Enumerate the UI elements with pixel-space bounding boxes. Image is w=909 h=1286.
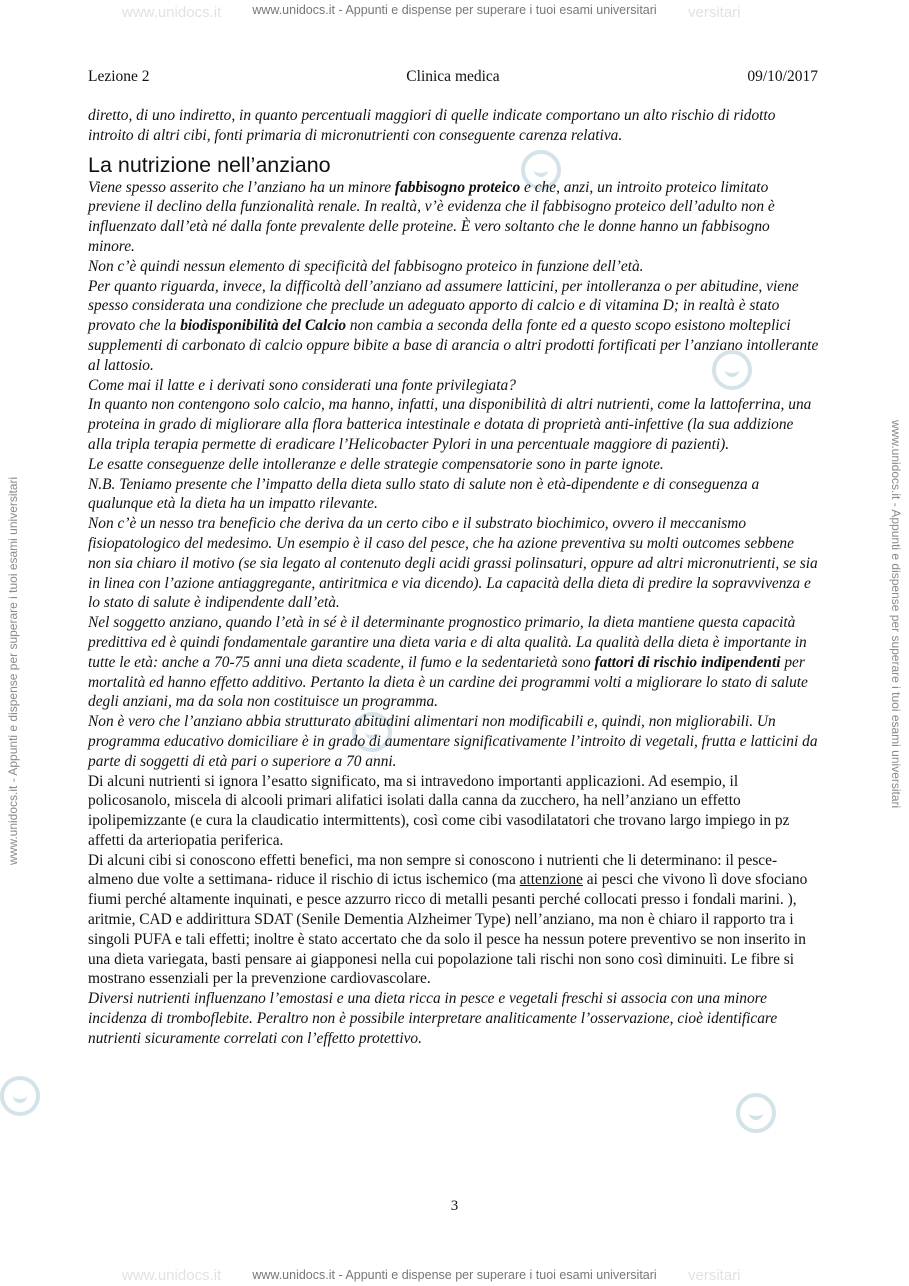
paragraph-protein-age: Non c’è quindi nessun elemento di specificità del fabbisogno proteico in funzione dell’età.	[88, 257, 644, 275]
watermark-faint-top-left: www.unidocs.it	[122, 4, 222, 21]
document-body	[88, 106, 820, 1049]
bold-term: biodisponibilità del Calcio	[180, 317, 347, 335]
paragraph-fish-nexus: Non c’è un nesso tra beneficio che deriva da un certo cibo e il substrato biochimico, ovvero il meccanismo fisiopatologico del medesimo. Un esempio è il caso del pesce, che ha azione preventiva su molti outcomes sebbene non sia chiaro il motivo (se sia legato al contenuto degli acidi grassi polinsaturi, oppure ad altri micronutrienti, se sia in linea con l’azione antiaggregante, antiritmica e via dicendo). La capacità della dieta di predire la sopravvivenza e lo stato di salute è indipendente dall’età.	[88, 515, 818, 612]
header-course: Clinica medica	[406, 68, 500, 85]
unidocs-logo-icon	[0, 1076, 40, 1116]
underlined-term: attenzione	[519, 871, 583, 889]
paragraph-protein: Viene spesso asserito che l’anziano ha un minore fabbisogno proteico e che, anzi, un introito proteico limitato previene il declino della funzionalità renale. In realtà, v’è evidenza che il fabbisogno proteico dell’adulto non è influenzato dall’età né dalla fonte prevalente delle proteine. È vero soltanto che le donne hanno un fabbisogno minore.	[88, 178, 775, 255]
watermark-banner-top: www.unidocs.it - Appunti e dispense per superare i tuoi esami universitari	[252, 3, 657, 17]
paragraph-hemostasis: Diversi nutrienti influenzano l’emostasi e una dieta ricca in pesce e vegetali freschi si associa con una minore incidenza di tromboflebite. Peraltro non è possibile interpretare analiticamente l’osservazione, cioè identificare nutrienti sicuramente correlati con l’effetto protettivo.	[88, 990, 778, 1047]
watermark-banner-bottom: www.unidocs.it - Appunti e dispense per superare i tuoi esami universitari	[252, 1268, 657, 1282]
header-lesson: Lezione 2	[88, 68, 150, 85]
paragraph-fish-benefits: Di alcuni cibi si conoscono effetti benefici, ma non sempre si conoscono i nutrienti che li determinano: il pesce- almeno due volte a settimana- riduce il rischio di ictus ischemico (ma attenzione ai pesci che vivono lì dove sfociano fiumi perché altamente inquinati, e pesce azzurro ricco di metalli pesanti perché collocati presso i fondali marini. ), aritmie, CAD e addirittura SDAT (Senile Dementia Alzheimer Type) nell’anziano, ma non è chiaro il rapporto tra i singoli PUFA e tali effetti; inoltre è stato accertato che da solo il pesce ha nessun potere preventivo se non inserito in una dieta variegata, basti pensare ai giapponesi nella cui popolazione tali rischi non sono così diminuiti. Le fibre si mostrano essenziali per la prevenzione cardiovascolare.	[88, 851, 808, 988]
watermark-faint-top-right: versitari	[688, 4, 741, 21]
watermark-faint-bottom-right: versitari	[688, 1267, 741, 1284]
paragraph-lactoferrin: In quanto non contengono solo calcio, ma hanno, infatti, una disponibilità di altri nutrienti, come la lattoferrina, una proteina in grado di migliorare alla flora batterica intestinale e dotata di proprietà anti-infettive (la sua addizione alla tripla terapia permette di eradicare l’Helicobacter Pylori in una percentuale maggiore di pazienti).	[88, 396, 812, 453]
paragraph-nb: N.B. Teniamo presente che l’impatto della dieta sullo stato di salute non è età-dipendente e di conseguenza a qualunque età la dieta ha un impatto rilevante.	[88, 475, 760, 513]
unidocs-logo-icon	[736, 1093, 776, 1133]
intro-paragraph: diretto, di uno indiretto, in quanto percentuali maggiori di quelle indicate comportano un alto rischio di ridotto introito di altri cibi, fonti primaria di micronutrienti con conseguente carenza relativa.	[88, 107, 776, 144]
header-date: 09/10/2017	[747, 68, 818, 85]
page-number: 3	[450, 1198, 459, 1214]
paragraph-question: Come mai il latte e i derivati sono considerati una fonte privilegiata?	[88, 376, 516, 394]
paragraph-policosanol: Di alcuni nutrienti si ignora l’esatto significato, ma si intravedono importanti applicazioni. Ad esempio, il policosanolo, miscela di alcooli primari alifatici isolati dalla canna da zucchero, ha nell’anziano un effetto ipolipemizzante (e cura la claudicatio intermittents), così come cibi vasodilatatori che trovano largo impiego in pz affetti da arteriopatia periferica.	[88, 772, 790, 849]
paragraph-habits: Non è vero che l’anziano abbia strutturato abitudini alimentari non modificabili e, quindi, non migliorabili. Un programma educativo domiciliare è in grado di aumentare significativamente l’introito di vegetali, frutta e latticini da parte di soggetti di età pari o superiore a 70 anni.	[88, 713, 818, 770]
watermark-faint-bottom-left: www.unidocs.it	[122, 1267, 222, 1284]
paragraph-intolerance: Le esatte conseguenze delle intolleranze e delle strategie compensatorie sono in parte ignote.	[88, 455, 664, 473]
paragraph-elderly-diet: Nel soggetto anziano, quando l’età in sé è il determinante prognostico primario, la dieta mantiene questa capacità predittiva ed è quindi fondamentale garantire una dieta varia e di alta qualità. La qualità della dieta è importante in tutte le età: anche a 70-75 anni una dieta scadente, il fumo e la sedentarietà sono fattori di rischio indipendenti per mortalità ed hanno effetto additivo. Pertanto la dieta è un cardine dei programmi volti a migliorare lo stato di salute degli anziani, ma da sola non costituisce un programma.	[88, 614, 808, 711]
watermark-side-right: www.unidocs.it - Appunti e dispense per superare i tuoi esami universitari	[889, 420, 903, 809]
watermark-side-left: www.unidocs.it - Appunti e dispense per superare i tuoi esami universitari	[6, 476, 20, 865]
bold-term: fattori di rischio indipendenti	[594, 653, 781, 671]
paragraph-calcium: Per quanto riguarda, invece, la difficoltà dell’anziano ad assumere latticini, per intolleranza o per abitudine, viene spesso considerata una condizione che preclude un adeguato apporto di calcio e di vitamina D; in realtà è stato provato che la biodisponibilità del Calcio non cambia a seconda della fonte ed a questo scopo esistono molteplici supplementi di carbonato di calcio oppure bibite a base di arancia o altri prodotti fortificati per l’anziano intollerante al lattosio.	[88, 277, 819, 374]
page-header	[88, 68, 818, 88]
bold-term: fabbisogno proteico	[394, 178, 521, 196]
section-title: La nutrizione nell’anziano	[88, 152, 331, 177]
